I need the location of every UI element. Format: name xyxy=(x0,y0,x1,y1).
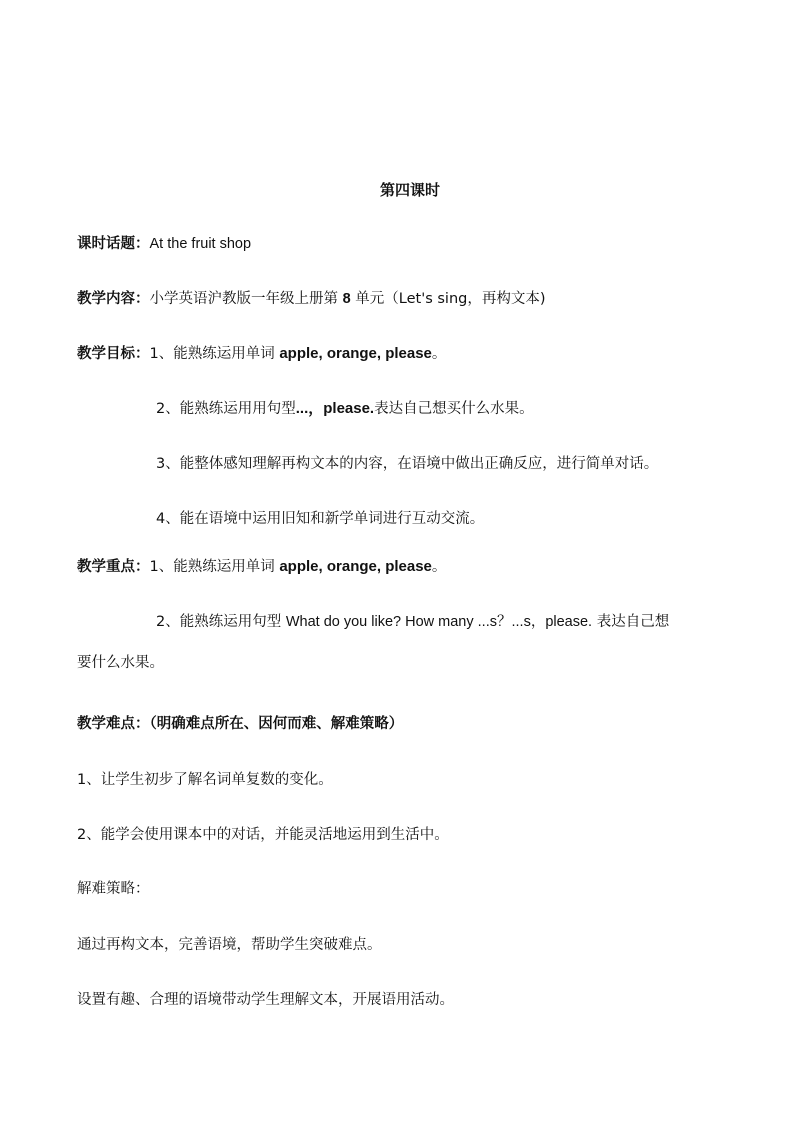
keypoint-2-c: 表达自己想 xyxy=(592,614,670,630)
objective-line-4: 4、能在语境中运用旧知和新学单词进行互动交流。 xyxy=(156,511,485,527)
content-label: 教学内容： xyxy=(77,291,150,307)
objective-line-2 xyxy=(156,399,534,419)
difficulties-heading xyxy=(77,714,403,734)
difficulties-label: 教学难点： xyxy=(77,716,150,732)
objective-1-words: apple, orange, please xyxy=(279,345,432,362)
lesson-title: 第四课时 xyxy=(379,181,440,199)
keypoints-label: 教学重点： xyxy=(77,559,150,575)
keypoint-line-1 xyxy=(77,557,446,577)
content-value-a: 小学英语沪教版一年级上册第 xyxy=(149,291,343,307)
content-line xyxy=(77,289,546,309)
keypoint-line-2 xyxy=(156,612,669,632)
keypoint-1-words: apple, orange, please xyxy=(279,558,432,575)
topic-value: At the fruit shop xyxy=(149,236,252,252)
keypoint-1-a: 1、能熟练运用单词 xyxy=(149,559,280,575)
objectives-label: 教学目标： xyxy=(77,346,150,362)
objective-2-c: 表达自己想买什么水果。 xyxy=(374,401,534,417)
objective-2-pattern: ...，please. xyxy=(295,400,375,417)
objective-1-c: 。 xyxy=(431,346,447,362)
keypoint-2-a: 2、能熟练运用句型 xyxy=(156,614,286,630)
objective-2-a: 2、能熟练运用用句型 xyxy=(156,401,296,417)
strategy-label: 解难策略： xyxy=(77,881,150,897)
strategy-item-2: 设置有趣、合理的语境带动学生理解文本，开展语用活动。 xyxy=(77,992,454,1008)
objective-line-3: 3、能整体感知理解再构文本的内容，在语境中做出正确反应，进行简单对话。 xyxy=(156,456,659,472)
objective-line-1 xyxy=(77,344,446,364)
difficulty-item-2: 2、能学会使用课本中的对话，并能灵活地运用到生活中。 xyxy=(77,827,449,843)
keypoint-1-c: 。 xyxy=(431,559,447,575)
objective-1-a: 1、能熟练运用单词 xyxy=(149,346,280,362)
keypoint-line-2-continued: 要什么水果。 xyxy=(77,655,164,671)
difficulty-item-1: 1、让学生初步了解名词单复数的变化。 xyxy=(77,772,333,788)
topic-label: 课时话题： xyxy=(77,236,150,252)
content-unit-number: 8 xyxy=(342,291,351,307)
topic-line xyxy=(77,234,251,254)
difficulties-note: （明确难点所在、因何而难、解难策略） xyxy=(149,716,404,732)
keypoint-2-pattern: What do you like? How many ...s？...s，please. xyxy=(285,614,593,630)
strategy-item-1: 通过再构文本，完善语境，帮助学生突破难点。 xyxy=(77,937,382,953)
content-value-b: 单元（Let's sing，再构文本) xyxy=(350,291,546,307)
